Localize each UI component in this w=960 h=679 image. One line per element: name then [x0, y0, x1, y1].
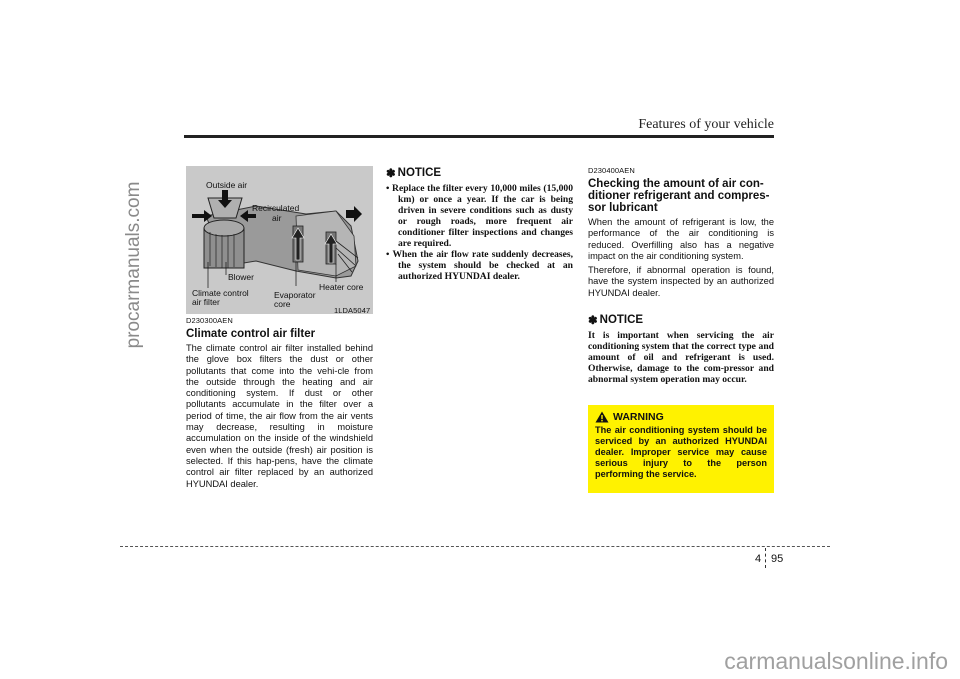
footer-rule	[120, 546, 830, 547]
hvac-diagram	[186, 166, 373, 314]
label-recirculated-air-line2: air	[272, 213, 282, 223]
figure-code: 1LDA5047	[334, 306, 371, 315]
label-evaporator-line1: Evaporator	[274, 290, 316, 300]
notice-title: NOTICE	[599, 314, 644, 327]
column-3	[588, 166, 774, 385]
air-filter-body: The climate control air filter installed behind the glove box filters the dust or other pollutants that come into the vehi-cle from the outside through the heating and air conditioning system. If dust or other pollutants accumulate in the filter over a period of time, the air flow from the air vents may decrease, resulting in moisture accumulation on the inside of the windshield even when the outside (fresh) air position is selected. If this hap-pens, have the climate control air filter replaced by an authorized HYUNDAI dealer.	[186, 343, 373, 489]
section-code: D230400AEN	[588, 166, 635, 175]
warning-triangle-icon	[595, 411, 609, 423]
page-number-divider	[765, 548, 766, 568]
section-code: D230300AEN	[186, 316, 233, 325]
label-outside-air: Outside air	[206, 180, 248, 190]
watermark-left: procarmanuals.com	[123, 181, 144, 349]
notice-bullet-2: • When the air flow rate suddenly decreases, the system should be checked at an authorized HYUNDAI dealer.	[386, 249, 573, 282]
column-2	[386, 166, 573, 282]
header-rule	[184, 135, 774, 138]
label-recirculated-air-line1: Recirculated	[252, 203, 300, 213]
warning-text: The air conditioning system should be serviced by an authorized HYUNDAI dealer. Improper service may cause serious injury to the person performing the service.	[595, 425, 767, 479]
label-climate-filter-line2: air filter	[192, 297, 220, 307]
watermark-bottom: carmanualsonline.info	[724, 648, 948, 674]
notice-heading	[386, 166, 573, 180]
section-number: 4	[755, 553, 762, 565]
section-title-refrigerant: Checking the amount of air con-ditioner refrigerant and compres-sor lubricant	[588, 178, 770, 214]
refrigerant-para-1: When the amount of refrigerant is low, the performance of the air conditioning is reduced. Overfilling also has a negative impact on the air conditioning system.	[588, 217, 774, 261]
notice-bullet-1: • Replace the filter every 10,000 miles (15,000 km) or once a year. If the car is being driven in severe conditions such as dusty or rough roads, more frequent air conditioner filter inspections and changes are required.	[386, 183, 573, 249]
notice-text: It is important when servicing the air conditioning system that the correct type and amount of oil and refrigerant is used. Otherwise, damage to the com-pressor and abnormal system operation may occur.	[588, 330, 774, 386]
refrigerant-para-2: Therefore, if abnormal operation is found, have the system inspected by an authorized HYUNDAI dealer.	[588, 265, 774, 298]
section-title-air-filter: Climate control air filter	[186, 328, 316, 340]
notice-star-icon: ✽	[588, 315, 598, 328]
label-blower: Blower	[228, 272, 254, 282]
notice-star-icon: ✽	[386, 168, 396, 180]
page-header-title: Features of your vehicle	[638, 117, 774, 132]
page-number: 95	[771, 553, 784, 565]
column-1	[186, 316, 373, 493]
warning-heading	[595, 411, 767, 423]
warning-title: WARNING	[613, 411, 664, 423]
label-heater-core: Heater core	[319, 282, 364, 292]
label-evaporator-line2: core	[274, 299, 291, 309]
notice-heading	[588, 313, 774, 327]
label-climate-filter-line1: Climate control	[192, 288, 249, 298]
warning-box	[588, 405, 774, 493]
notice-title: NOTICE	[397, 167, 442, 179]
